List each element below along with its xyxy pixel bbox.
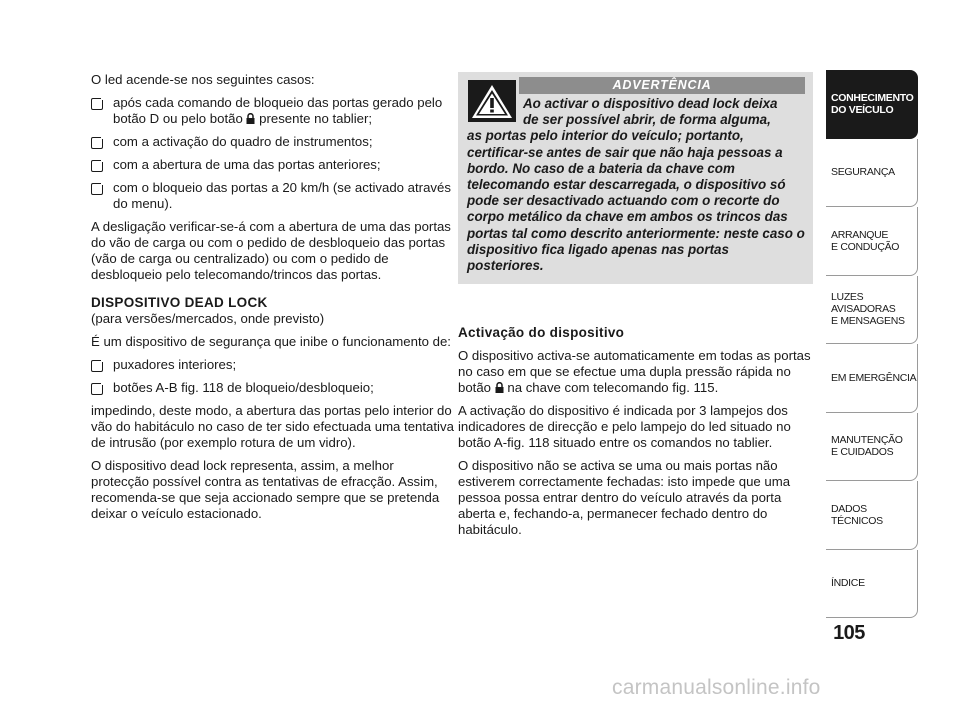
warning-title: ADVERTÊNCIA <box>519 77 805 94</box>
warning-text <box>467 96 807 274</box>
checkbox-bullet-icon <box>91 160 103 172</box>
warning-line-1: Ao activar o dispositivo dead lock deixa <box>523 96 778 111</box>
warning-body: as portas pelo interior do veículo; portanto, certificar-se antes de sair que não haja pessoas a bordo. No caso de a bateria da chave com telecomando estar descarregada, o dispositivo só pode ser desactivado actuando com o recorte do corpo metálico da chave em ambos os trincos das portas tal como descrito anteriormente: neste caso o dispositivo fica ligado apenas nas portas posteriores. <box>467 128 805 274</box>
activation-heading: Activação do dispositivo <box>458 325 625 340</box>
bullet-list-led-cases <box>91 95 455 212</box>
checkbox-bullet-icon <box>91 98 103 110</box>
checkbox-bullet-icon <box>91 137 103 149</box>
impeding-paragraph: impedindo, deste modo, a abertura das portas pelo interior do vão do habitáculo no caso de ter sido efectuada uma tentativa de intrusão (por exemplo rotura de um vidro). <box>91 403 454 450</box>
recommendation-paragraph: O dispositivo dead lock representa, assim, a melhor protecção possível contra as tentativas de efracção. Assim, recomenda-se que seja accionado sempre que se pretenda deixar o veículo estacionado. <box>91 458 440 521</box>
tab-seguranca[interactable]: SEGURANÇA <box>826 139 918 208</box>
checkbox-bullet-icon <box>91 383 103 395</box>
activation-paragraph: O dispositivo activa-se automaticamente em todas as portas no caso em que se efectue uma dupla pressão rápida no botão na chave com telecomando fig. 115. <box>458 348 811 395</box>
section-subheading: (para versões/mercados, onde previsto) <box>91 311 325 326</box>
checkbox-bullet-icon <box>91 183 103 195</box>
checkbox-bullet-icon <box>91 360 103 372</box>
lock-icon <box>495 382 504 393</box>
tab-manutencao-e-cuidados[interactable]: MANUTENÇÃO E CUIDADOS <box>826 413 918 482</box>
left-column <box>91 72 455 529</box>
tab-em-emergencia[interactable]: EM EMERGÊNCIA <box>826 344 918 413</box>
right-column <box>458 325 814 545</box>
dead-lock-description: É um dispositivo de segurança que inibe o funcionamento de: <box>91 334 451 349</box>
tab-dados-tecnicos[interactable]: DADOS TÉCNICOS <box>826 481 918 550</box>
lock-icon <box>246 113 255 124</box>
list-item: com o bloqueio das portas a 20 km/h (se activado através do menu). <box>91 180 455 212</box>
tab-conhecimento-do-veiculo[interactable]: CONHECIMENTO DO VEÍCULO <box>826 70 918 139</box>
list-item: com a activação do quadro de instrumentos; <box>91 134 455 150</box>
list-item: com a abertura de uma das portas anteriores; <box>91 157 455 173</box>
section-heading: DISPOSITIVO DEAD LOCK <box>91 295 268 310</box>
tab-luzes-avisadoras[interactable]: LUZES AVISADORAS E MENSAGENS <box>826 276 918 345</box>
chapter-sidebar <box>826 70 918 618</box>
list-item: botões A-B fig. 118 de bloqueio/desbloqueio; <box>91 380 455 396</box>
not-activated-paragraph: O dispositivo não se activa se uma ou mais portas não estiverem correctamente fechadas: isto impede que uma pessoa possa entrar dentro do veículo através da porta aberta e, fechando-a, permanecer fechado dentro do habitáculo. <box>458 458 791 537</box>
list-item: puxadores interiores; <box>91 357 455 373</box>
deactivation-paragraph: A desligação verificar-se-á com a abertura de uma das portas do vão de carga ou com o pedido de desbloqueio das portas (vão de carga ou centralizado) ou com o pedido de desbloqueio pelo telecomando/trincos das portas. <box>91 219 451 282</box>
tab-arranque-e-conducao[interactable]: ARRANQUE E CONDUÇÃO <box>826 207 918 276</box>
list-item: após cada comando de bloqueio das portas gerado pelo botão D ou pelo botão presente no tablier; <box>91 95 455 127</box>
indication-paragraph: A activação do dispositivo é indicada por 3 lampejos dos indicadores de direcção e pelo lampejo do led situado no botão A-fig. 118 situado entre os comandos no tablier. <box>458 403 791 450</box>
intro-text: O led acende-se nos seguintes casos: <box>91 72 315 87</box>
warning-line-2: de ser possível abrir, de forma alguma, <box>523 112 771 128</box>
warning-box <box>458 72 813 284</box>
watermark: carmanualsonline.info <box>612 676 821 699</box>
page-number: 105 <box>833 622 865 644</box>
tab-indice[interactable]: ÍNDICE <box>826 550 918 619</box>
